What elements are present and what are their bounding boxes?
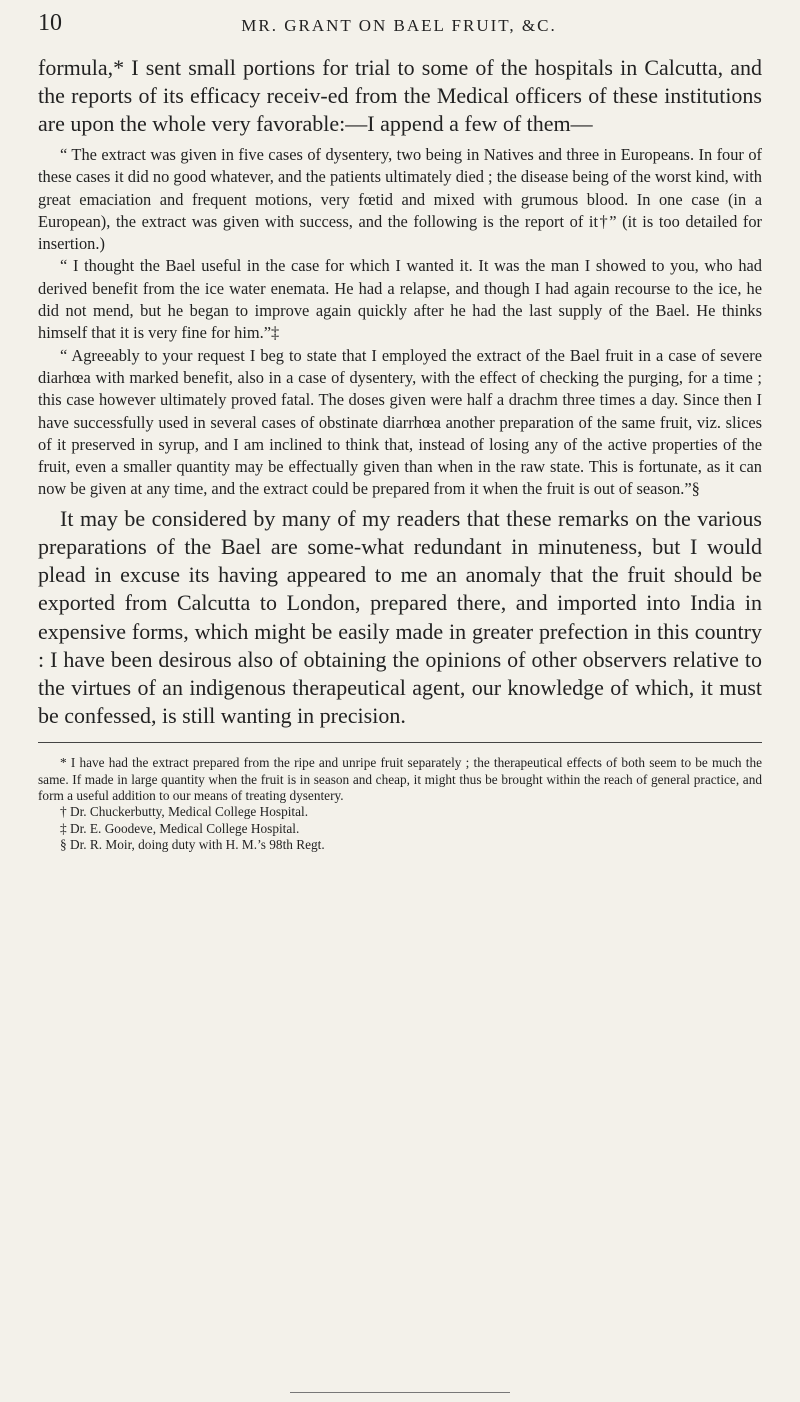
- footnote-asterisk: * I have had the extract prepared from the ripe and unripe fruit separately ; the therapeutical effects of both seem to be much the same. If made in large quantity when the fruit is in season and cheap, it might thus be brought within the reach of general practice, and form a useful addition to our means of treating dysentery.: [38, 755, 762, 803]
- footnote-dagger: † Dr. Chuckerbutty, Medical College Hospital.: [60, 804, 309, 820]
- quote-dysentery-cases: “ The extract was given in five cases of dysentery, two being in Natives and three in Europeans. In four of these cases it did no good whatever, and the patients ultimately died ; the disease being of the worst kind, with great emaciation and frequent motions, very fœtid and mixed with grumous blood. In one case (in a European), the extract was given with success, and the following is the report of it†” (it is too detailed for insertion.): [38, 145, 762, 254]
- quote-bael-useful: “ I thought the Bael useful in the case for which I wanted it. It was the man I showed to you, who had derived benefit from the ice water enemata. He had a relapse, and though I had again recourse to the ice, he did not mend, but he began to improve again quickly after he had the last supply of the Bael. He thinks himself that it is very fine for him.”‡: [38, 256, 762, 343]
- footnote-divider: [38, 742, 762, 743]
- bottom-rule: [290, 1392, 510, 1393]
- page-header: [38, 10, 760, 38]
- paragraph-formula: formula,* I sent small portions for trial to some of the hospitals in Calcutta, and the reports of its efficacy receiv-ed from the Medical officers of these institutions are upon the whole very favorable:—I append a few of them—: [38, 55, 762, 136]
- running-head: MR. GRANT ON BAEL FRUIT, &C.: [241, 16, 557, 35]
- paragraph-remarks: It may be considered by many of my readers that these remarks on the various preparations of the Bael are some-what redundant in minuteness, but I would plead in excuse its having appeared to me an anomaly that the fruit should be exported from Calcutta to London, prepared there, and imported into India in expensive forms, which might be easily made in greater prefection in this country : I have been desirous also of obtaining the opinions of other observers relative to the virtues of an indigenous therapeutical agent, our knowledge of which, it must be confessed, is still wanting in precision.: [38, 505, 762, 729]
- footnotes: [38, 755, 762, 853]
- page-number: 10: [38, 10, 62, 36]
- page-body: [38, 54, 762, 853]
- quote-diarrhoea-extract: “ Agreeably to your request I beg to state that I employed the extract of the Bael fruit in a case of severe diarhœa with marked benefit, also in a case of dysentery, with the effect of checking the purging, for a time ; this case however ultimately proved fatal. The doses given were half a drachm three times a day. Since then I have successfully used in several cases of obstinate diarrhœa another preparation of the same fruit, viz. slices of it preserved in syrup, and I am inclined to think that, instead of losing any of the active properties of the fruit, even a smaller quantity may be effectually given than when in the raw state. This is fortunate, as it can now be given at any time, and the extract could be prepared from it when the fruit is out of season.”§: [38, 345, 762, 499]
- footnote-double-dagger: ‡ Dr. E. Goodeve, Medical College Hospital.: [60, 820, 300, 836]
- footnote-section: § Dr. R. Moir, doing duty with H. M.’s 98th Regt.: [60, 836, 325, 852]
